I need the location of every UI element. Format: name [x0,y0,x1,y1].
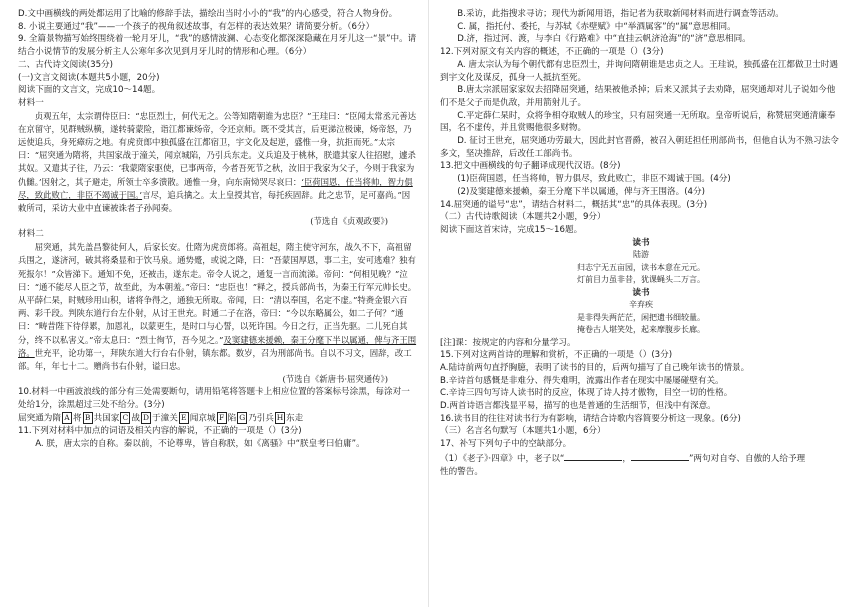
break-option-box[interactable]: D [142,412,149,422]
item-1-comma: ， [622,453,631,464]
question-16: 16.读书目的往往对读书行为有影响，请结合诗歌内容简要分析这一现象。(6分) [440,413,741,424]
question-14: 14.屈突通的谥号“忠”，请结合材料二，概括其“忠”的具体表现。(3分) [440,199,708,210]
question-8: 8. 小说主要通过“我”——一个孩子的视角叙述故事，有怎样的表达效果？请简要分析。（6分） [18,21,375,32]
question-13: 13.把文中画横线的句子翻译成现代汉语。(8分) [440,161,621,172]
material-2-text-end: 世充平，论功第一，拜陕东道大行台右仆射，镇东都。数岁，召为刑部尚书。自以不习文，固辞，改工部。年，年七十二。赠尚书右仆射，谥曰忠。 [18,347,412,371]
material-2-passage [18,241,418,373]
poem-note: [注]课：按规定的内容和分量学习。 [440,337,576,348]
item-1-suffix: ”两句对自夸、自傲的人给予理 [688,453,806,464]
poem-1-line-2: 灯前目力虽非昔，犹课蝇头二万言。 [577,275,705,285]
break-option-box[interactable]: C [120,412,130,424]
question-11-option-a: A. 朕，唐太宗的自称。秦以前，不论尊卑，皆自称朕，如《离骚》中“朕皇考曰伯庸”。 [35,438,365,449]
question-11-option-c: C. 属，指托付、委托，与苏轼《赤壁赋》中“举酒属客”的“属”意思相同。 [457,21,736,32]
answer-blank-2[interactable] [631,451,689,461]
material-2-underlined-sentence: 及窦建德来援赖，秦王分麾下半以属通，俾与齐王围洛。 [18,334,417,358]
question-12-option-a: A. 唐太宗认为每个朝代都有忠臣烈士，并询问隋朝谁是忠贞之人。王珪说，独孤盛在江都做卫士时遇到宇文化及谋反，孤身一人抵抗至死。 [440,59,838,83]
material-1-underlined-sentence: ‘臣荷国恩，任当将帅，智力俱尽，致此败亡，非臣不竭诚于国。’ [18,176,413,200]
reading-instruction: 阅读下面的文言文，完成10～14题。 [18,85,161,96]
question-17-item-1 [440,451,842,466]
question-12: 12.下列对原文有关内容的概述，不正确的一项是（）(3分) [440,47,664,58]
poem-1-line-1: 归志宁无五亩园，读书本意在元元。 [577,262,705,272]
break-option-box[interactable]: B [83,412,93,424]
poem-2-title: 读书 [632,287,650,298]
question-17-item-1-continued: 性的警告。 [440,466,483,477]
question-12-option-c: C.平定薛仁杲时，众将争相夺取贼人的珍宝，只有屈突通一无所取。皇帝听说后，称赞屈突通清廉奉国，名不虚传，并且赏赐他很多财物。 [440,110,836,134]
segment: 于潼关 [152,413,178,424]
question-15-option-a: A.陆诗前两句直抒胸臆，表明了读书的目的，后两句描写了自己晚年读书的情景。 [440,362,750,373]
break-option-box[interactable]: A [62,412,72,424]
question-12-option-b: B.唐太宗派屈家家奴去招降屈突通，结果被他杀掉；后来又派其子去劝降，屈突通却对儿子说如今他们不是父子而是仇敌，并用箭射儿子。 [440,85,836,108]
segment: 将 [72,413,82,424]
segment: 陷 [227,413,237,424]
material-2-label: 材料二 [18,229,44,240]
poem-2-line-1: 是非得失两茫茫，闲把遗书细较量。 [577,312,705,322]
break-option-box[interactable]: E [179,412,189,424]
section-2-heading: 二、古代诗文阅读(35分) [18,59,113,70]
segment: 闻京城 [189,413,216,424]
break-option-box[interactable]: G [239,412,246,422]
poem-1-author: 陆游 [633,250,649,260]
segment: 乃引兵 [248,413,274,424]
poem-2-author: 辛弃疾 [629,300,653,310]
column-divider [428,0,429,607]
left-column [18,8,418,450]
material-1-source: (节选自《贞观政要》) [310,216,388,227]
segment: 东走 [286,413,304,424]
answer-blank-1[interactable] [564,451,622,461]
subsection-3-heading: （三）名言名句默写（本题共1小题，6分） [440,426,606,437]
material-2-text: 屈突通，其先盖昌黎徒何人，后家长安。仕隋为虎贲郎将。高祖起，隋主使守河东，战久不下，高祖留兵围之，遂济河，破其将桑显和于饮马泉。通势蹙，或说之降，曰：“吾蒙国厚恩，事二主，安可逃难？独有死报尔！”众皆涕下。通知不免，还被击，遂东走。帝令人说之，通复一言而流涕。帝问：“何相见晚？”泣曰：“通不能尽人臣之节，故至此，为本朝羞。”帝曰：“忠臣也！”释之，授兵部尚书，为秦王行军元帅长史。从平薛仁杲，时贼珍用山积，诸将争得之，通独无所取。帝闻，曰：“清以奉国，名定不虚。”特赉金银六百两、彩千段。判陕东道行台左仆射，从讨王世充。时通二子在洛，帝曰：“今以东略属公，如二子何？”通曰：“畴昔陛下待俘累，加恩礼，以蒙更生，是时口与心誓，以死许国。今日之行，正当先驱。二儿死自其分，终不以私害义。”帝太息曰：“烈士徇节，吾今见之。” [18,242,417,345]
question-13-part-1: (1)臣荷国恩，任当将帅，智力俱尽，致此败亡，非臣不竭诚于国。(4分) [457,174,731,185]
segment: 战 [131,413,140,424]
question-11: 11.下列对材料中加点的词语及相关内容的解说，不正确的一项是（）(3分) [18,426,302,436]
question-7-option-d: D.文中画横线的两处都运用了比喻的修辞手法，描绘出当时小小的“我”的内心感受，符合人物身份。 [18,9,398,19]
question-10: 10.材料一中画波浪线的部分有三处需要断句，请用铅笔将答题卡上相应位置的答案标号涂黑，每涂对一处给1分，涂黑超过三处不给分。(3分) [18,387,410,411]
material-1-text: 贞观五年，太宗谓侍臣曰：“忠臣烈士，何代无之。公等知隋朝谁为忠臣？”王珪曰：“臣闻太常丞元善达在京留守，见群贼纵横，遂转骑蒙险，诣江都谏炀帝，令还京师。既不受其言，后更涕泣极谏，炀帝怒，乃远使追兵，身死瘴疠之地。有虎贲郎中独孤盛在江都宿卫，宇文化及起逆，盛惟一身，抗拒而死。”太宗曰：“屈突通为隋将，共国家战于潼关，闻京城陷，乃引兵东走。义兵追及于桃林，朕遣其家人往招慰，遽杀其奴。又遣其子往，乃云：‘我蒙隋家驱使，已事两帝，今者吾死节之秋，汝旧于我家为父子，今则于我家为仇雠。’因射之，其子避走，所领士卒多溃散。通惟一身，向东南恸哭尽哀曰： [18,110,417,187]
question-13-part-2: (2)及窦建德来援赖，秦王分麾下半以属通，俾与齐王围洛。(4分) [457,186,705,197]
poetry-instruction: 阅读下面这首宋诗，完成15～16题。 [440,224,583,235]
material-1-label: 材料一 [18,97,44,108]
poem-2-line-2: 掩卷古人堪笑处，起来摩腹步长廊。 [577,325,705,335]
break-option-box[interactable]: H [276,412,284,422]
material-1-passage [18,110,418,216]
item-1-prefix: （1）《老子》·四章》中，老子以“ [440,453,565,464]
break-option-box[interactable]: F [217,412,227,424]
subsection-1-heading: (一)文言文阅读(本题共5小题，20分) [18,72,160,83]
question-11-option-d: D.济，指过河、渡，与李白《行路难》中“直挂云帆济沧海”的“济”意思相同。 [457,34,751,45]
question-15-option-d: D.两首诗语言都浅显平易，描写的也是普通的生活细节，但浅中有深意。 [440,401,716,412]
question-9: 9. 全篇景物描写始终围绕着一轮月牙儿，“我”的感情波澜、心态变化都深深隐藏在月牙儿这一“景”中。请结合小说情节的发展分析主人公寒年多次见到月牙儿时的情形和心理。（6分） [18,34,417,58]
segment: 共国家 [93,413,120,424]
question-15-option-b: B.辛诗首句感慨是非难分、得失难明，流露出作者在现实中屡屡碰壁有关。 [440,375,724,386]
segment: 屈突通为隋 [18,413,61,424]
question-15: 15.下列对这两首诗的理解和赏析，不正确的一项是（）(3分) [440,350,673,361]
question-11-option-b: B.采访，此指搜求寻访；现代为新闻用语，指记者为获取新闻材料而进行调查等活动。 [457,9,784,19]
question-15-option-c: C.辛诗三四句写诗人读书时的反应，体现了诗人持才傲物，目空一切的性格。 [440,388,733,399]
poem-1-title: 读书 [632,237,650,248]
question-12-option-d: D. 征讨王世充，屈突通功劳最大，因此封官晋爵，被召入朝廷担任刑部尚书，但他自认为不熟习法令多文，坚决推辞，后改任工部尚书。 [440,136,839,159]
question-17: 17、补写下列句子中的空缺部分。 [440,439,572,450]
material-1-text-end: 言尽，追兵擒之。太上皇授其官，每托疾固辞。此之忠节，足可嘉尚。”因敕所司，采访大业中直谏被诛者子孙闻奏。 [18,189,411,214]
subsection-2-heading: （二）古代诗歌阅读（本题共2小题，9分） [440,212,606,223]
right-column [440,8,842,478]
question-10-segmentation-line [18,412,418,425]
material-2-source: (节选自《新唐书·屈突通传》) [282,374,388,385]
